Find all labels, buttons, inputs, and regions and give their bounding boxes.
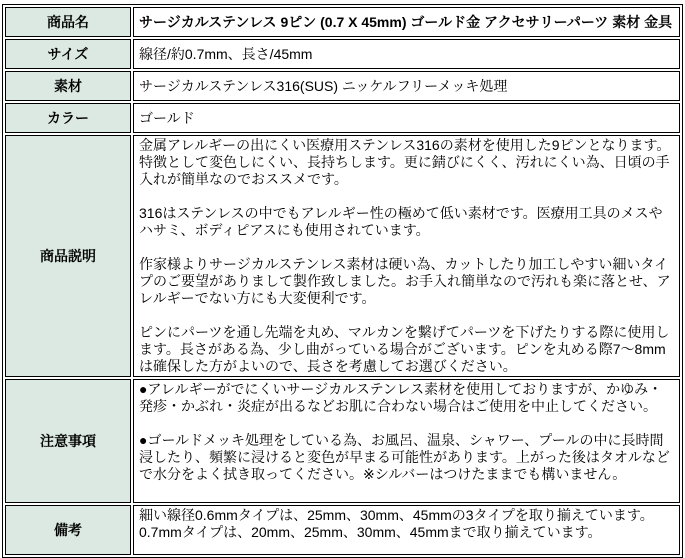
row-size (5, 39, 680, 69)
row-remarks (5, 505, 680, 555)
description-paragraph: 作家様よりサージカルステンレス素材は硬い為、カットしたり加工しやすい細いタイプのご要望がありまして製作致しました。お手入れ簡単なので汚れも楽に落とせ、アレルギーでない方にも大変便利です。 (139, 256, 671, 306)
value-size: 線径/約0.7mm、長さ/45mm (133, 39, 680, 69)
value-notes (133, 379, 680, 503)
row-product-name (5, 7, 680, 37)
label-color: カラー (5, 103, 131, 133)
label-material: 素材 (5, 71, 131, 101)
label-notes: 注意事項 (5, 379, 131, 503)
value-description (133, 135, 680, 377)
notes-paragraph: ●ゴールドメッキ処理をしている為、お風呂、温泉、シャワー、プールの中に長時間浸したり、頻繁に浸けると変色が早まる可能性があります。上がった後はタオルなどで水分をよく拭き取ってください。※シルバーはつけたままでも構いません。 (139, 432, 670, 482)
row-notes (5, 379, 680, 503)
value-color: ゴールド (133, 103, 680, 133)
description-paragraph: ピンにパーツを通し先端を丸め、マルカンを繋げてパーツを下げたりする際に使用します。長さがある為、少し曲がっている場合がございます。ピンを丸める際7～8mmは確保した方がよいので、長さを考慮してお選びください。 (139, 324, 670, 374)
row-material (5, 71, 680, 101)
label-remarks: 備考 (5, 505, 131, 555)
value-product-name (133, 7, 680, 37)
value-remarks (133, 505, 680, 555)
label-size: サイズ (5, 39, 131, 69)
product-title-text: サージカルステンレス 9ピン (0.7 X 45mm) ゴールド金 アクセサリーパーツ 素材 金具 (139, 13, 673, 30)
label-description: 商品説明 (5, 135, 131, 377)
remarks-paragraph: 細い線径0.6mmタイプは、25mm、30mm、45mmの3タイプを取り揃えています。0.7mmタイプは、20mm、25mm、30mm、45mmまで取り揃えています。 (139, 507, 654, 540)
row-color (5, 103, 680, 133)
description-paragraph: 316はステンレスの中でもアレルギー性の極めて低い素材です。医療用工具のメスやハサミ、ボディピアスにも使用されています。 (139, 205, 663, 238)
label-product-name: 商品名 (5, 7, 131, 37)
notes-paragraph: ●アレルギーがでにくいサージカルステンレス素材を使用しておりますが、かゆみ・発疹・かぶれ・炎症が出るなどお肌に合わない場合はご使用を中止してください。 (139, 381, 663, 414)
value-material: サージカルステンレス316(SUS) ニッケルフリーメッキ処理 (133, 71, 680, 101)
description-paragraph: 金属アレルギーの出にくい医療用ステンレス316の素材を使用した9ピンとなります。特徴として変色しにくい、長持ちします。更に錆びにくく、汚れにくい為、日頃の手入れが簡単なのでおススメです。 (139, 137, 671, 187)
product-spec-table (2, 4, 683, 558)
row-description (5, 135, 680, 377)
